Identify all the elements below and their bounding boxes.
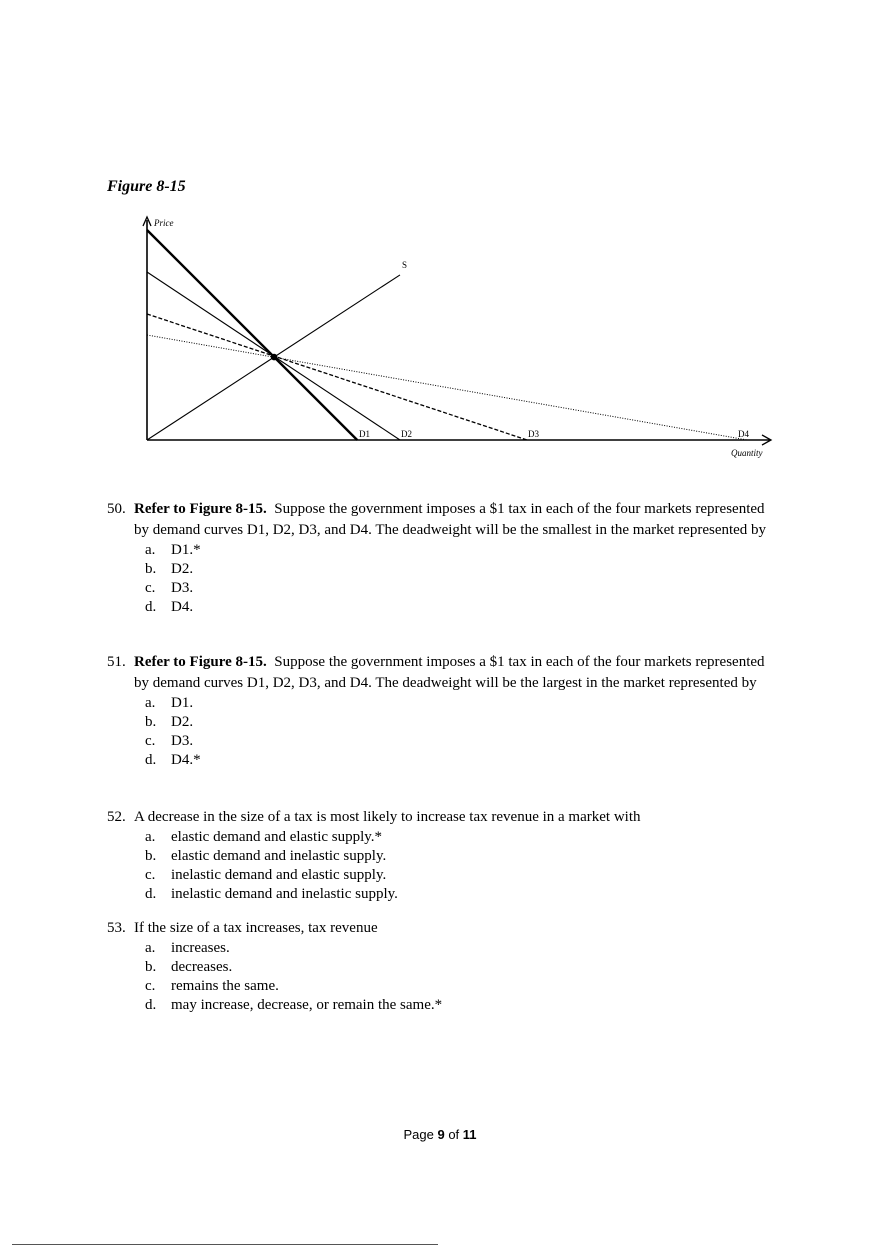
- demand-label-d4: D4: [738, 429, 749, 439]
- question-text: A decrease in the size of a tax is most likely to increase tax revenue in a market with: [134, 809, 641, 825]
- question-52: [107, 807, 767, 904]
- question-reference: Refer to Figure 8-15.: [134, 501, 267, 517]
- option-b: b. elastic demand and inelastic supply.: [145, 848, 387, 864]
- curve-d4: [147, 335, 747, 440]
- option-c: c. D3.: [145, 733, 194, 749]
- figure-title: Figure 8-15: [107, 178, 186, 195]
- page-word: Page: [403, 1127, 434, 1142]
- option-b: b. D2.: [145, 714, 194, 730]
- page-footer: [0, 1127, 880, 1142]
- question-number: 52.: [107, 809, 126, 825]
- y-axis-label: Price: [154, 218, 174, 228]
- option-d: d. inelastic demand and inelastic supply.: [145, 886, 398, 902]
- option-d: d. may increase, decrease, or remain the same.*: [145, 997, 443, 1013]
- answer-options: [107, 694, 767, 770]
- option-a: a. elastic demand and elastic supply.*: [145, 829, 383, 845]
- question-text: Suppose the government imposes a $1 tax in each of the four markets represented by demand curves D1, D2, D3, and D4. The deadweight will be the largest in the market represented by: [134, 654, 765, 691]
- option-d: d. D4.: [145, 599, 194, 615]
- option-b: b. D2.: [145, 561, 194, 577]
- figure-8-15-chart: [0, 0, 880, 470]
- demand-label-d1: D1: [359, 429, 370, 439]
- option-a: a. increases.: [145, 940, 230, 956]
- question-number: 51.: [107, 654, 126, 670]
- demand-label-d2: D2: [401, 429, 412, 439]
- question-51: [107, 652, 767, 770]
- chart-axes: [143, 217, 771, 445]
- question-50: [107, 499, 767, 617]
- question-text: Suppose the government imposes a $1 tax in each of the four markets represented by demand curves D1, D2, D3, and D4. The deadweight will be the smallest in the market represented by: [134, 501, 767, 538]
- question-text: If the size of a tax increases, tax revenue: [134, 920, 378, 936]
- equilibrium-point: [271, 354, 278, 361]
- curve-d1: [147, 230, 357, 440]
- question-reference: Refer to Figure 8-15.: [134, 654, 267, 670]
- option-d: d. D4.*: [145, 752, 201, 768]
- of-word: of: [448, 1127, 460, 1142]
- page-total: 11: [462, 1127, 477, 1142]
- question-53: [107, 918, 767, 1015]
- option-c: c. inelastic demand and elastic supply.: [145, 867, 387, 883]
- answer-options: [107, 939, 767, 1015]
- option-a: a. D1.: [145, 695, 194, 711]
- page-current: 9: [437, 1127, 445, 1142]
- answer-options: [107, 541, 767, 617]
- option-c: c. remains the same.: [145, 978, 279, 994]
- bottom-rule: [12, 1244, 438, 1245]
- option-a: a. D1.*: [145, 542, 201, 558]
- supply-label: S: [402, 260, 408, 270]
- demand-label-d3: D3: [528, 429, 539, 439]
- option-b: b. decreases.: [145, 959, 233, 975]
- question-number: 53.: [107, 920, 126, 936]
- answer-options: [107, 828, 767, 904]
- question-number: 50.: [107, 501, 126, 517]
- option-c: c. D3.: [145, 580, 194, 596]
- x-axis-label: Quantity: [731, 448, 763, 458]
